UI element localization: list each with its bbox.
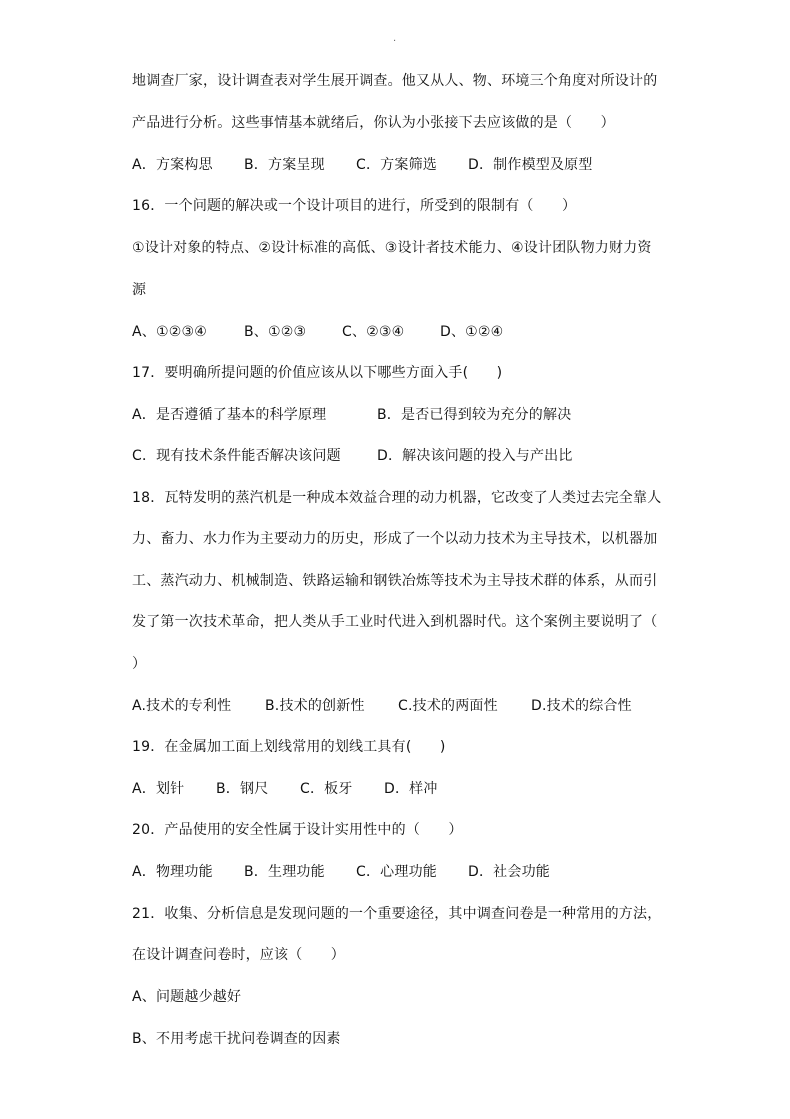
q16-line-2: 源 xyxy=(132,282,147,298)
header-mark: . xyxy=(393,33,397,44)
q15-line-1: 地调查厂家，设计调查表对学生展开调查。他又从人、物、环境三个角度对所设计的 xyxy=(132,73,658,89)
q19-option-c: C．板牙 xyxy=(300,781,353,797)
q21-option-a: A、问题越少越好 xyxy=(132,989,242,1005)
q19-option-d: D．样冲 xyxy=(384,781,438,797)
q16-option-c: C、②③④ xyxy=(342,324,405,340)
q20-option-a: A．物理功能 xyxy=(132,864,213,880)
q18-line-5: ） xyxy=(132,656,147,672)
q18-option-d: D.技术的综合性 xyxy=(531,698,632,714)
q16-stem: 16．一个问题的解决或一个设计项目的进行，所受到的限制有（ ） xyxy=(132,198,577,214)
q15-option-d: D．制作模型及原型 xyxy=(468,157,593,173)
q15-option-c: C．方案筛选 xyxy=(356,157,437,173)
q18-option-c: C.技术的两面性 xyxy=(398,698,498,714)
q18-line-2: 力、畜力、水力作为主要动力的历史，形成了一个以动力技术为主导技术，以机器加 xyxy=(132,531,658,547)
q18-line-4: 发了第一次技术革命，把人类从手工业时代进入到机器时代。这个案例主要说明了（ xyxy=(132,614,658,630)
q21-line-1: 21．收集、分析信息是发现问题的一个重要途径，其中调查问卷是一种常用的方法， xyxy=(132,906,662,922)
q19-stem: 19．在金属加工面上划线常用的划线工具有( ) xyxy=(132,739,446,755)
q20-stem: 20．产品使用的安全性属于设计实用性中的（ ） xyxy=(132,822,463,838)
q18-line-1: 18．瓦特发明的蒸汽机是一种成本效益合理的动力机器，它改变了人类过去完全靠人 xyxy=(132,490,662,506)
q17-option-a: A．是否遵循了基本的科学原理 xyxy=(132,407,327,423)
q17-option-d: D．解决该问题的投入与产出比 xyxy=(377,448,573,464)
q15-option-a: A．方案构思 xyxy=(132,157,213,173)
q15-option-b: B．方案呈现 xyxy=(244,157,325,173)
q17-option-c: C．现有技术条件能否解决该问题 xyxy=(132,448,341,464)
q16-option-a: A、①②③④ xyxy=(132,324,207,340)
q19-option-a: A．划针 xyxy=(132,781,185,797)
q20-option-c: C．心理功能 xyxy=(356,864,437,880)
q20-option-d: D．社会功能 xyxy=(468,864,550,880)
q15-line-2: 产品进行分析。这些事情基本就绪后，你认为小张接下去应该做的是（ ） xyxy=(132,115,615,131)
q21-option-b: B、不用考虑干扰问卷调查的因素 xyxy=(132,1031,341,1047)
q16-option-d: D、①②④ xyxy=(440,324,504,340)
q18-option-b: B.技术的创新性 xyxy=(265,698,365,714)
q17-option-b: B．是否已得到较为充分的解决 xyxy=(377,407,572,423)
q18-line-3: 工、蒸汽动力、机械制造、铁路运输和钢铁冶炼等技术为主导技术群的体系，从而引 xyxy=(132,573,658,589)
q19-option-b: B．钢尺 xyxy=(216,781,269,797)
q17-stem: 17．要明确所提问题的价值应该从以下哪些方面入手( ) xyxy=(132,365,503,381)
q16-line-1: ①设计对象的特点、②设计标准的高低、③设计者技术能力、④设计团队物力财力资 xyxy=(132,240,652,256)
q16-option-b: B、①②③ xyxy=(244,324,307,340)
q20-option-b: B．生理功能 xyxy=(244,864,325,880)
q21-line-2: 在设计调查问卷时，应该（ ） xyxy=(132,947,345,963)
q18-option-a: A.技术的专利性 xyxy=(132,698,232,714)
